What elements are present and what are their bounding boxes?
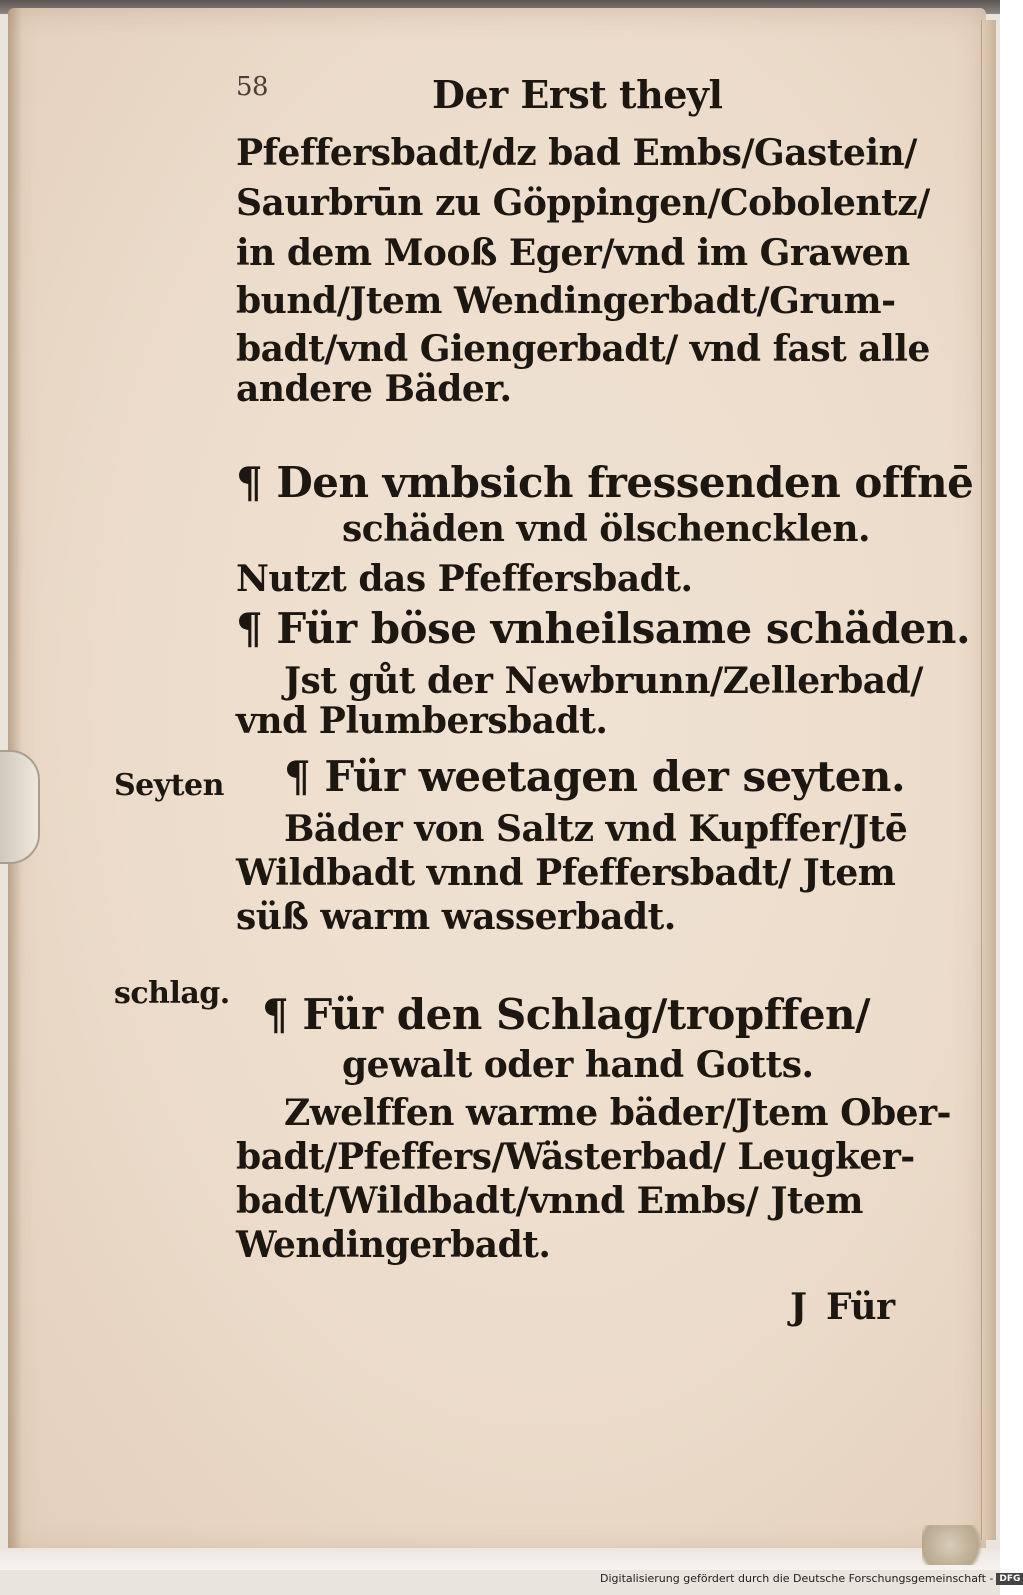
dfg-logo-icon: DFG <box>996 1573 1023 1585</box>
text-line: bund/Jtem Wendingerbadt/Grum- <box>236 280 896 322</box>
text-line: andere Bäder. <box>236 368 512 410</box>
signature-mark: J <box>790 1286 807 1328</box>
text-line: badt/Wildbadt/vnnd Embs/ Jtem <box>236 1180 863 1222</box>
section-heading <box>236 458 973 507</box>
text-line: badt/Pfeffers/Wästerbad/ Leugker- <box>236 1136 915 1178</box>
page-clip <box>0 750 40 864</box>
margin-note-schlag: schlag. <box>114 976 230 1011</box>
section-heading-text: Für böse vnheilsame schäden. <box>276 604 971 653</box>
text-line: Bäder von Saltz vnd Kupffer/Jtē <box>284 808 908 850</box>
text-line: in dem Mooß Eger/vnd im Grawen <box>236 232 910 274</box>
text-line: Wendingerbadt. <box>236 1224 551 1266</box>
text-line: Saurbrūn zu Göppingen/Cobolentz/ <box>236 182 930 224</box>
text-line: Wildbadt vnnd Pfeffersbadt/ Jtem <box>236 852 896 894</box>
text-line: badt/vnd Giengerbadt/ vnd fast alle <box>236 328 930 370</box>
text-line: süß warm wasserbadt. <box>236 896 676 938</box>
margin-note-seyten: Seyten <box>114 768 224 803</box>
pilcrow-icon: ¶ <box>236 604 263 653</box>
text-line: Zwelffen warme bäder/Jtem Ober- <box>284 1092 951 1134</box>
section-heading-text: Für den Schlag/tropffen/ <box>302 990 870 1039</box>
text-line: Pfeffersbadt/dz bad Embs/Gastein/ <box>236 132 917 174</box>
text-line: vnd Plumbersbadt. <box>236 700 608 742</box>
text-line: Nutzt das Pfeffersbadt. <box>236 558 693 600</box>
credit-text: Digitalisierung gefördert durch die Deutsche Forschungsgemeinschaft - <box>600 1572 994 1585</box>
catchword: Für <box>826 1286 895 1328</box>
section-heading-continued: schäden vnd ölschencklen. <box>342 508 871 550</box>
page-number: 58 <box>236 72 269 102</box>
section-heading <box>262 990 870 1039</box>
running-title: Der Erst theyl <box>432 72 723 117</box>
section-heading-text: Für weetagen der seyten. <box>324 752 906 801</box>
page-fore-edge <box>981 20 996 1540</box>
section-heading-text: Den vmbsich fressenden offnē <box>276 458 974 507</box>
book-cord <box>922 1525 992 1565</box>
pilcrow-icon: ¶ <box>236 458 263 507</box>
section-heading <box>284 752 905 801</box>
text-line: Jst gůt der Newbrunn/Zellerbad/ <box>284 660 923 702</box>
pilcrow-icon: ¶ <box>262 990 289 1039</box>
section-heading-continued: gewalt oder hand Gotts. <box>342 1044 814 1086</box>
pilcrow-icon: ¶ <box>284 752 311 801</box>
section-heading <box>236 604 970 653</box>
scan-bottom-edge <box>0 1548 1000 1570</box>
digitization-credit <box>600 1572 1023 1585</box>
